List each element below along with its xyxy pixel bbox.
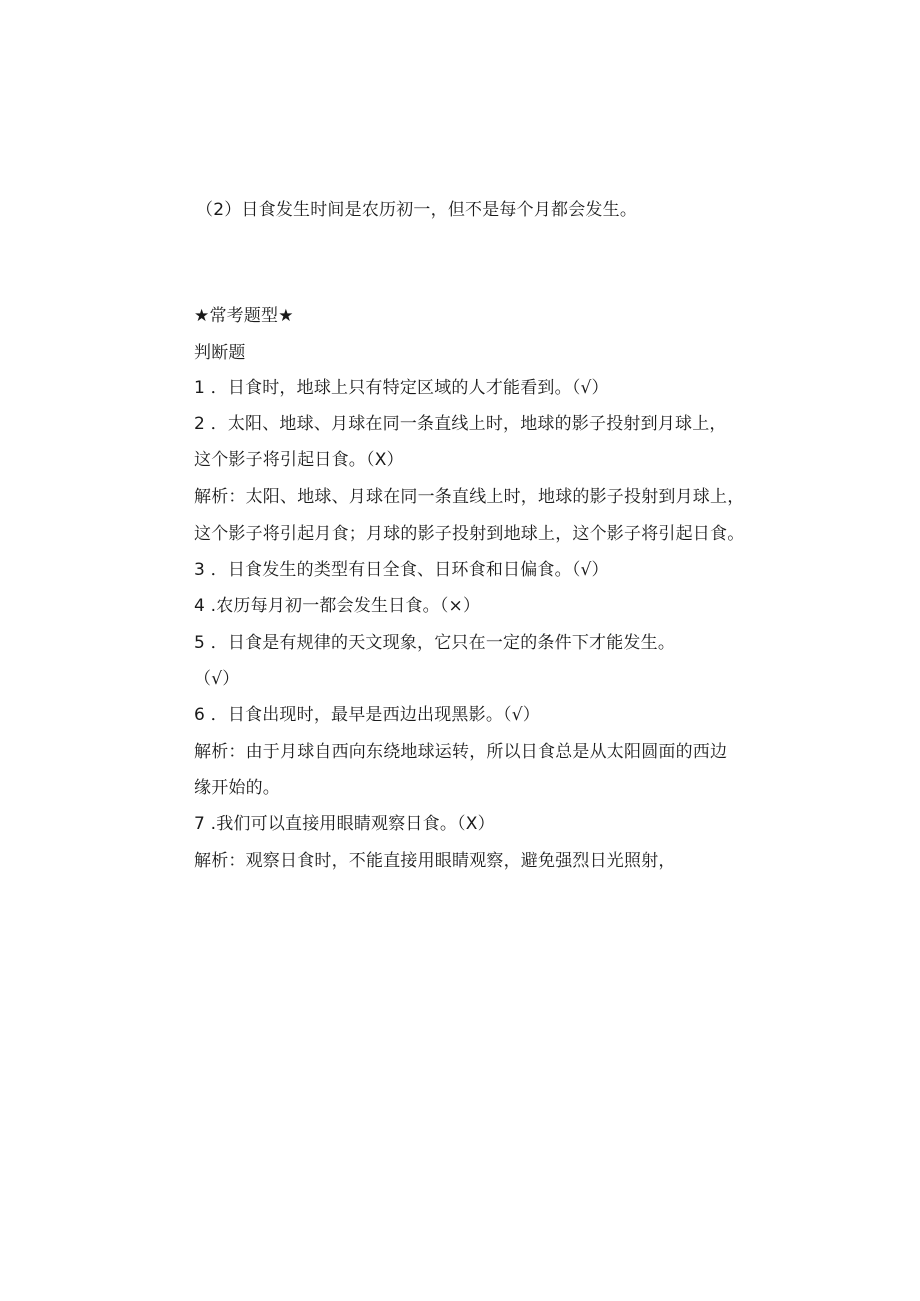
intro-line: （2）日食发生时间是农历初一，但不是每个月都会发生。	[196, 200, 638, 220]
question-3: 3 ．日食发生的类型有日全食、日环食和日偏食。（√）	[194, 560, 609, 580]
analysis-6: 解析：由于月球自西向东绕地球运转，所以日食总是从太阳圆面的西边	[194, 742, 728, 762]
question-5-answer: （√）	[194, 669, 240, 689]
question-5: 5 ．日食是有规律的天文现象，它只在一定的条件下才能发生。	[194, 633, 676, 653]
subheading: 判断题	[194, 343, 246, 363]
question-2: 2 ．太阳、地球、月球在同一条直线上时，地球的影子投射到月球上，	[194, 414, 727, 434]
analysis-7: 解析：观察日食时，不能直接用眼睛观察，避免强烈日光照射，	[194, 851, 676, 871]
analysis-6-cont: 缘开始的。	[194, 778, 280, 798]
analysis-2: 解析：太阳、地球、月球在同一条直线上时，地球的影子投射到月球上，	[194, 487, 745, 507]
question-1: 1 ．日食时，地球上只有特定区域的人才能看到。（√）	[194, 378, 609, 398]
question-2-cont: 这个影子将引起日食。（X）	[194, 450, 404, 470]
question-7: 7 .我们可以直接用眼睛观察日食。（X）	[194, 814, 495, 834]
question-4: 4 .农历每月初一都会发生日食。（×）	[194, 596, 481, 616]
section-heading: ★常考题型★	[194, 306, 294, 326]
question-6: 6 ．日食出现时，最早是西边出现黑影。（√）	[194, 705, 540, 725]
analysis-2-cont: 这个影子将引起月食；月球的影子投射到地球上，这个影子将引起日食。	[194, 524, 745, 544]
